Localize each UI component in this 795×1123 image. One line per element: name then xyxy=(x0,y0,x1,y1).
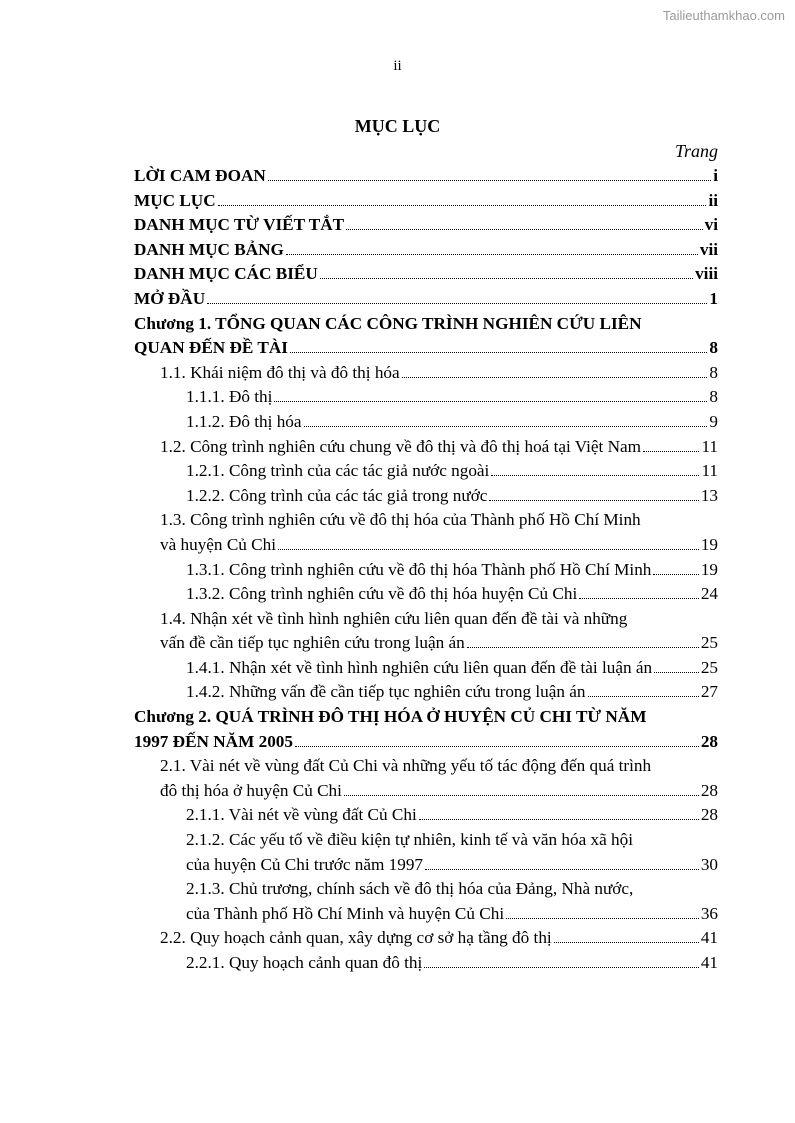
dot-leader xyxy=(654,672,699,673)
dot-leader xyxy=(207,303,707,304)
toc-entry[interactable] xyxy=(134,926,718,951)
toc-entry-page: 8 xyxy=(709,387,718,407)
toc-entry[interactable] xyxy=(134,705,718,730)
dot-leader xyxy=(268,180,711,181)
toc-entry-text: đô thị hóa ở huyện Củ Chi xyxy=(160,780,342,800)
dot-leader xyxy=(579,598,699,599)
toc-entry-text: 2.2. Quy hoạch cảnh quan, xây dựng cơ sở hạ tầng đô thị xyxy=(160,928,552,948)
toc-entry-page: 28 xyxy=(700,731,718,751)
toc-entry-page: 28 xyxy=(700,805,718,825)
page-number: ii xyxy=(393,58,402,74)
toc-entry[interactable] xyxy=(134,656,718,681)
toc-entry-page: 36 xyxy=(700,903,718,923)
toc-entry-text: 1.3.2. Công trình nghiên cứu về đô thị hóa huyện Củ Chi xyxy=(186,584,578,604)
toc-entry-text: 1.1. Khái niệm đô thị và đô thị hóa xyxy=(160,362,400,382)
dot-leader xyxy=(554,942,699,943)
toc-entry[interactable] xyxy=(134,680,718,705)
dot-leader xyxy=(344,795,699,796)
page-column-label: Trang xyxy=(674,141,718,161)
dot-leader xyxy=(320,278,693,279)
toc-entry-page: 41 xyxy=(700,953,718,972)
dot-leader xyxy=(295,746,699,747)
toc-entry-text: 1.4. Nhận xét về tình hình nghiên cứu liên quan đến đề tài và những xyxy=(160,608,628,628)
toc-entry-page: ii xyxy=(708,190,718,210)
toc-entry[interactable] xyxy=(134,262,718,287)
toc-entry[interactable] xyxy=(134,877,718,902)
toc-entry-text: 1.2.1. Công trình của các tác giả nước ngoài xyxy=(186,461,490,481)
toc-entry-page: 11 xyxy=(701,436,718,456)
toc-entry-page: 41 xyxy=(700,928,718,948)
toc-entry-page: vi xyxy=(704,215,718,235)
toc-entry-page: 8 xyxy=(709,362,718,382)
dot-leader xyxy=(643,451,699,452)
dot-leader xyxy=(425,869,699,870)
toc-entry-page: 25 xyxy=(700,633,718,653)
toc-entry-text: MỤC LỤC xyxy=(134,190,216,210)
dot-leader xyxy=(304,426,708,427)
dot-leader xyxy=(278,549,699,550)
toc-entry[interactable] xyxy=(134,189,718,214)
dot-leader xyxy=(290,352,707,353)
toc-entry[interactable] xyxy=(134,533,718,558)
dot-leader xyxy=(419,819,699,820)
toc-entry-text: 1.4.2. Những vấn đề cần tiếp tục nghiên cứu trong luận án xyxy=(186,682,586,702)
toc-entry-page: 9 xyxy=(709,411,718,431)
toc-entry-text: MỞ ĐẦU xyxy=(134,288,206,308)
toc-entry[interactable] xyxy=(134,607,718,632)
toc-entry[interactable] xyxy=(134,484,718,509)
toc-entry-text: vấn đề cần tiếp tục nghiên cứu trong luận án xyxy=(160,633,465,653)
toc-entry[interactable] xyxy=(134,730,718,755)
toc-entry-page: 28 xyxy=(700,780,718,800)
toc-entry[interactable] xyxy=(134,853,718,878)
toc-entry-page: 19 xyxy=(700,559,718,579)
toc-entry[interactable] xyxy=(134,336,718,361)
toc-entry[interactable] xyxy=(134,803,718,828)
table-of-contents xyxy=(134,164,718,976)
toc-entry[interactable] xyxy=(134,582,718,607)
toc-entry[interactable] xyxy=(134,361,718,386)
toc-entry[interactable] xyxy=(134,902,718,927)
toc-entry[interactable] xyxy=(134,213,718,238)
toc-entry-page: 30 xyxy=(700,854,718,874)
toc-entry[interactable] xyxy=(134,164,718,189)
dot-leader xyxy=(467,647,699,648)
dot-leader xyxy=(346,229,703,230)
toc-entry[interactable] xyxy=(134,951,718,976)
toc-entry-page: 25 xyxy=(700,657,718,677)
toc-entry-page: 24 xyxy=(700,584,718,604)
toc-entry-text: 2.1.1. Vài nét về vùng đất Củ Chi xyxy=(186,805,417,825)
toc-entry-page: i xyxy=(713,166,718,185)
toc-entry-text: Chương 1. TỔNG QUAN CÁC CÔNG TRÌNH NGHIÊN CỨU LIÊN xyxy=(134,313,642,333)
toc-entry[interactable] xyxy=(134,385,718,410)
toc-entry-text: và huyện Củ Chi xyxy=(160,534,277,554)
toc-entry-page: 11 xyxy=(701,461,718,481)
toc-entry[interactable] xyxy=(134,410,718,435)
dot-leader xyxy=(491,475,699,476)
toc-entry-page: 8 xyxy=(709,338,718,358)
toc-entry[interactable] xyxy=(134,631,718,656)
toc-entry-text: 2.1. Vài nét về vùng đất Củ Chi và những yếu tố tác động đến quá trình xyxy=(160,756,652,776)
toc-entry-text: 1.2. Công trình nghiên cứu chung về đô thị và đô thị hoá tại Việt Nam xyxy=(160,436,642,456)
dot-leader xyxy=(588,696,699,697)
toc-entry-text: 1.3. Công trình nghiên cứu về đô thị hóa của Thành phố Hồ Chí Minh xyxy=(160,510,641,530)
toc-entry-text: của Thành phố Hồ Chí Minh và huyện Củ Chi xyxy=(186,903,505,923)
toc-entry[interactable] xyxy=(134,558,718,583)
dot-leader xyxy=(286,254,698,255)
toc-entry-text: DANH MỤC TỪ VIẾT TẮT xyxy=(134,215,345,235)
toc-entry-text: Chương 2. QUÁ TRÌNH ĐÔ THỊ HÓA Ở HUYỆN CỦ CHI TỪ NĂM xyxy=(134,707,647,727)
toc-entry[interactable] xyxy=(134,754,718,779)
toc-entry-text: 1.1.1. Đô thị xyxy=(186,387,273,407)
toc-entry-page: 1 xyxy=(709,288,718,308)
dot-leader xyxy=(402,377,708,378)
toc-entry[interactable] xyxy=(134,779,718,804)
toc-entry[interactable] xyxy=(134,287,718,312)
toc-entry[interactable] xyxy=(134,828,718,853)
page-title: MỤC LỤC xyxy=(354,116,441,136)
toc-entry[interactable] xyxy=(134,312,718,337)
toc-entry-text: 1997 ĐẾN NĂM 2005 xyxy=(134,731,293,751)
toc-entry-text: của huyện Củ Chi trước năm 1997 xyxy=(186,854,424,874)
dot-leader xyxy=(218,205,707,206)
toc-entry-text: DANH MỤC CÁC BIỂU xyxy=(134,264,318,284)
dot-leader xyxy=(274,401,707,402)
toc-entry-page: 19 xyxy=(700,534,718,554)
dot-leader xyxy=(424,967,699,968)
toc-entry-text: 1.2.2. Công trình của các tác giả trong nước xyxy=(186,485,488,505)
toc-entry[interactable] xyxy=(134,459,718,484)
dot-leader xyxy=(653,574,698,575)
toc-entry-text: QUAN ĐẾN ĐỀ TÀI xyxy=(134,338,288,358)
toc-entry[interactable] xyxy=(134,435,718,460)
toc-entry-text: 2.1.3. Chủ trương, chính sách về đô thị hóa của Đảng, Nhà nước, xyxy=(186,879,634,899)
toc-entry[interactable] xyxy=(134,238,718,263)
toc-entry-page: 13 xyxy=(700,485,718,505)
toc-entry-text: 1.1.2. Đô thị hóa xyxy=(186,411,302,431)
toc-entry-page: 27 xyxy=(700,682,718,702)
toc-entry-text: DANH MỤC BẢNG xyxy=(134,239,284,259)
toc-entry-text: 1.4.1. Nhận xét về tình hình nghiên cứu liên quan đến đề tài luận án xyxy=(186,657,653,677)
toc-entry-text: LỜI CAM ĐOAN xyxy=(134,166,266,185)
toc-entry-text: 2.2.1. Quy hoạch cảnh quan đô thị xyxy=(186,953,423,972)
dot-leader xyxy=(506,918,699,919)
toc-entry[interactable] xyxy=(134,508,718,533)
toc-entry-page: vii xyxy=(699,239,718,259)
dot-leader xyxy=(489,500,698,501)
toc-entry-page: viii xyxy=(695,264,718,284)
toc-entry-text: 2.1.2. Các yếu tố về điều kiện tự nhiên, kinh tế và văn hóa xã hội xyxy=(186,830,634,850)
toc-entry-text: 1.3.1. Công trình nghiên cứu về đô thị hóa Thành phố Hồ Chí Minh xyxy=(186,559,652,579)
watermark: Tailieuthamkhao.com xyxy=(662,8,785,23)
